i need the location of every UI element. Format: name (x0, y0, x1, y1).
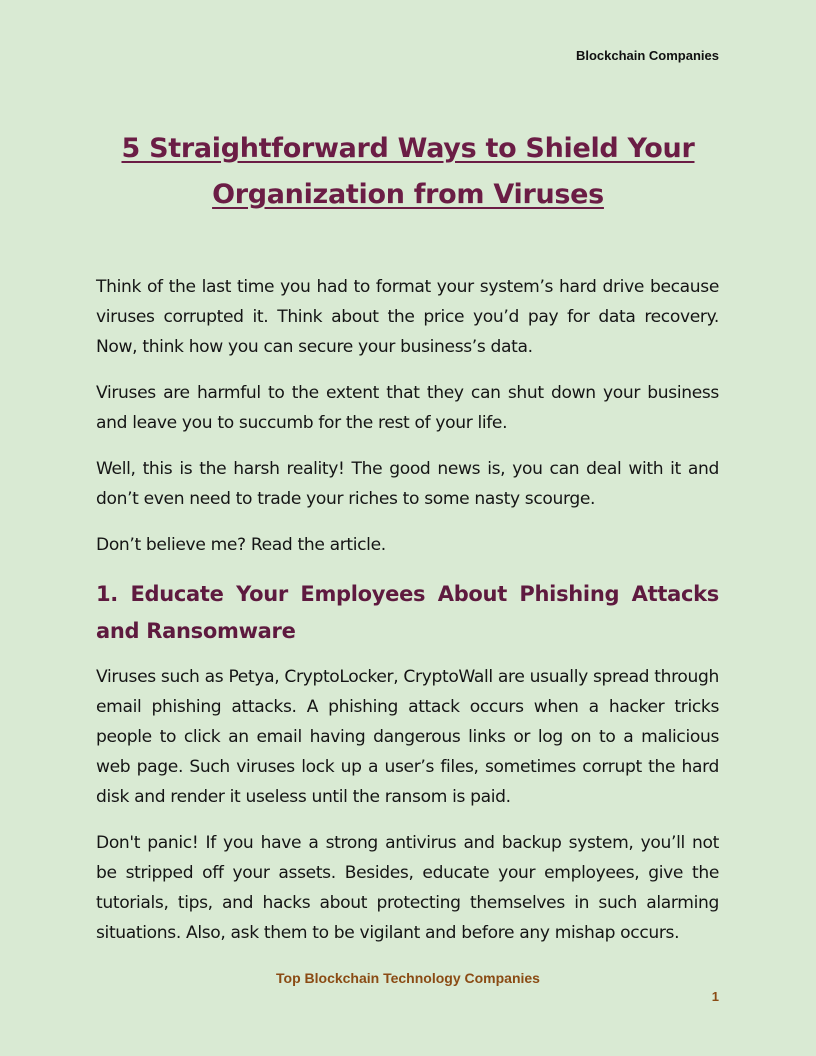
section-1-heading: 1. Educate Your Employees About Phishing Attacks and Ransomware (96, 582, 719, 643)
page-header: Blockchain Companies (575, 48, 719, 63)
document-title-line-2: Organization from Viruses (212, 179, 604, 210)
section-1-paragraph-1: Viruses such as Petya, CryptoLocker, CryptoWall are usually spread through email phishing attacks. A phishing attack occurs when a hacker tricks people to click an email having dangerous links or log on to a malicious web page. Such viruses lock up a user’s files, sometimes corrupt the hard disk and render it useless until the ransom is paid. (96, 667, 719, 807)
intro-paragraph-1: Think of the last time you had to format your system’s hard drive because viruses corrupted it. Think about the price you’d pay for data recovery. Now, think how you can secure your business’s data. (96, 277, 719, 357)
intro-paragraph-4: Don’t believe me? Read the article. (96, 535, 386, 555)
document-title (96, 126, 720, 218)
page-footer: Top Blockchain Technology Companies (276, 970, 540, 986)
document-body (96, 272, 719, 964)
section-1-paragraph-2: Don't panic! If you have a strong antivirus and backup system, you’ll not be stripped off your assets. Besides, educate your employees, give the tutorials, tips, and hacks about protecting themselves in such alarming situations. Also, ask them to be vigilant and before any mishap occurs. (96, 833, 719, 943)
intro-paragraph-3: Well, this is the harsh reality! The good news is, you can deal with it and don’t even need to trade your riches to some nasty scourge. (96, 459, 719, 509)
intro-paragraph-2: Viruses are harmful to the extent that they can shut down your business and leave you to succumb for the rest of your life. (96, 383, 719, 433)
page-number: 1 (711, 989, 719, 1004)
document-title-line-1: 5 Straightforward Ways to Shield Your (121, 133, 695, 164)
